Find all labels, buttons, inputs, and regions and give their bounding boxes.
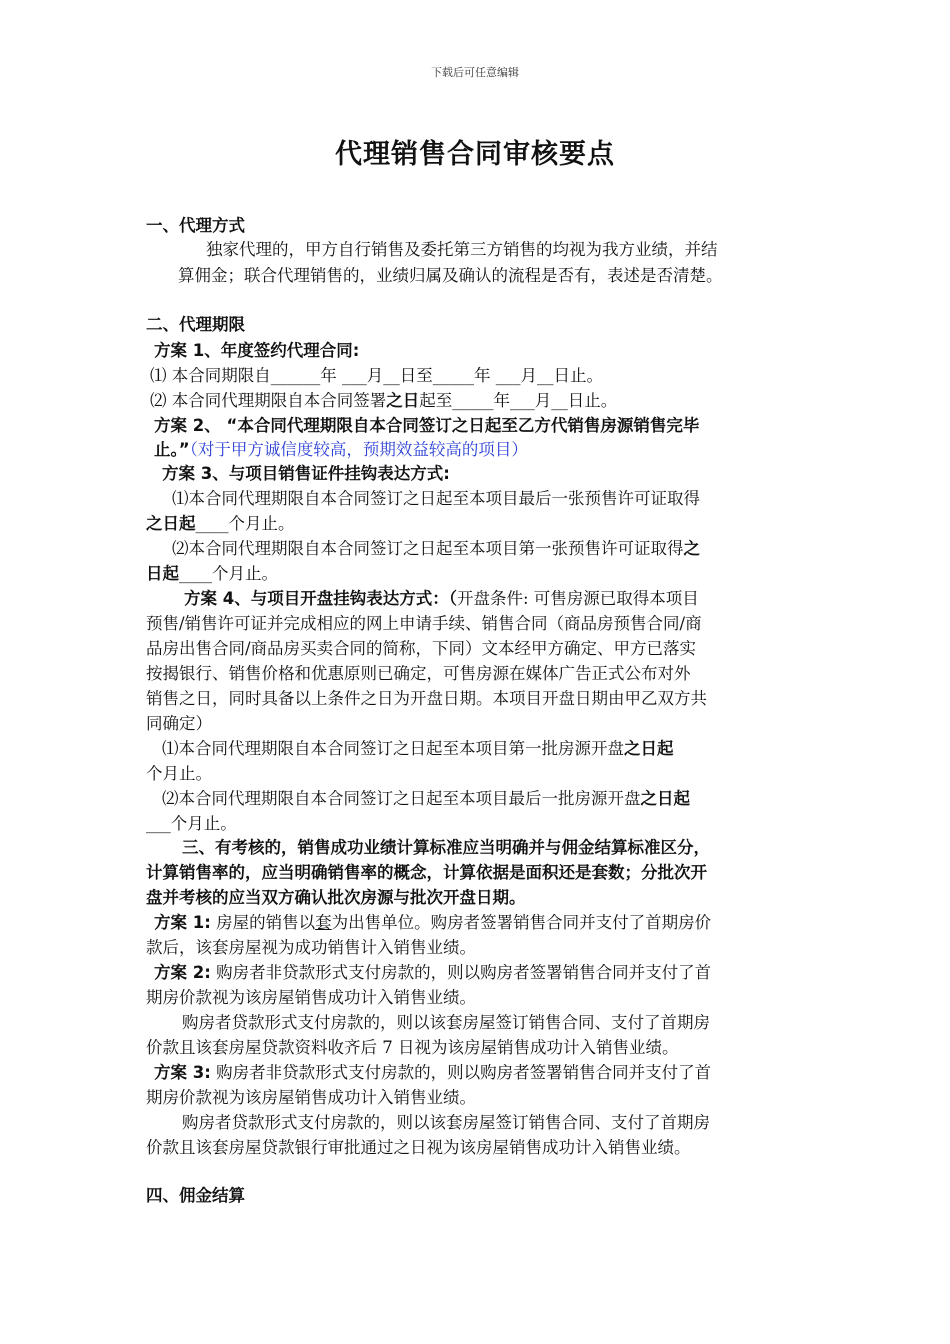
paragraph-line (162, 787, 690, 811)
paragraph-line: ⑴本合同代理期限自本合同签订之日起至本项目最后一张预售许可证取得 (172, 489, 700, 508)
paragraph-line: 个月止。 (146, 764, 212, 783)
paragraph-line (146, 512, 295, 536)
section-heading: 三、有考核的，销售成功业绩计算标准应当明确并与佣金结算标准区分， (182, 838, 710, 857)
paragraph-line-bold: 计算销售率的，应当明确销售率的概念，计算依据是面积还是套数；分批次开 (146, 863, 707, 882)
text-run-bold: 之日起 (146, 514, 196, 533)
document-title: 代理销售合同审核要点 (335, 139, 615, 170)
paragraph-line: 算佣金；联合代理销售的，业绩归属及确认的流程是否有，表述是否清楚。 (178, 266, 723, 285)
paragraph-line: 按揭银行、销售价格和优惠原则已确定，可售房源在媒体广告正式公布对外 (146, 664, 691, 683)
paragraph-line: ___个月止。 (146, 814, 237, 833)
paragraph-line (154, 911, 711, 935)
plan-label: 方案 1: (154, 913, 211, 932)
plan-heading: 方案 2、 “本合同代理期限自本合同签订之日起至乙方代销售房源销售完毕 (154, 416, 700, 435)
text-run-bold: 止。” (154, 440, 190, 459)
text-run-underlined: 套 (315, 913, 332, 932)
paragraph-line: ⑴ 本合同期限自______年 ___月__日至_____年 ___月__日止。 (150, 366, 603, 385)
text-run: ⑵ 本合同代理期限自本合同签署 (150, 391, 387, 410)
paragraph-line-bold: 盘并考核的应当双方确认批次房源与批次开盘日期。 (146, 888, 526, 907)
paragraph-line: 购房者贷款形式支付房款的，则以该套房屋签订销售合同、支付了首期房 (182, 1013, 710, 1032)
plan-heading: 方案 1、年度签约代理合同: (154, 341, 360, 360)
text-run: 购房者非贷款形式支付房款的，则以购房者签署销售合同并支付了首 (210, 963, 712, 982)
text-run-bold: 之日 (386, 391, 420, 410)
paragraph-line (154, 1061, 711, 1085)
text-run-bold: 之日起 (624, 739, 674, 758)
text-run: 起至_____年___月__日止。 (419, 391, 618, 410)
text-run-bold: 方案 4、与项目开盘挂钩表达方式：（ (184, 589, 457, 608)
paragraph-line: 预售/销售许可证并完成相应的网上申请手续、销售合同（商品房预售合同/商 (146, 614, 702, 633)
page-header: 下载后可任意编辑 (431, 66, 519, 79)
paragraph-line: 期房价款视为该房屋销售成功计入销售业绩。 (146, 988, 476, 1007)
text-run: ⑵本合同代理期限自本合同签订之日起至本项目最后一批房源开盘 (162, 789, 641, 808)
paragraph-line: 期房价款视为该房屋销售成功计入销售业绩。 (146, 1088, 476, 1107)
text-run: 购房者非贷款形式支付房款的，则以购房者签署销售合同并支付了首 (210, 1063, 712, 1082)
text-run-bold: 之 (683, 539, 700, 558)
section-heading: 一、代理方式 (146, 216, 245, 235)
paragraph-line: 独家代理的，甲方自行销售及委托第三方销售的均视为我方业绩，并结 (206, 240, 718, 259)
paragraph-line (162, 737, 674, 761)
paragraph-line (150, 389, 617, 413)
text-run: 开盘条件: 可售房源已取得本项目 (456, 589, 699, 608)
note-blue: （对于甲方诚信度较高，预期效益较高的项目） (189, 440, 528, 459)
plan-label: 方案 2: (154, 963, 211, 982)
text-run-bold: 日起 (146, 564, 179, 583)
text-run: ⑵本合同代理期限自本合同签订之日起至本项目第一张预售许可证取得 (172, 539, 684, 558)
plan-heading: 方案 3、与项目销售证件挂钩表达方式: (162, 464, 450, 483)
paragraph-line: 价款且该套房屋贷款资料收齐后 7 日视为该房屋销售成功计入销售业绩。 (146, 1038, 679, 1057)
paragraph-line (154, 438, 528, 462)
paragraph-line: 品房出售合同/商品房买卖合同的简称，下同）文本经甲方确定、甲方已落实 (146, 639, 697, 658)
paragraph-line: 购房者贷款形式支付房款的，则以该套房屋签订销售合同、支付了首期房 (182, 1113, 710, 1132)
paragraph-line: 销售之日，同时具备以上条件之日为开盘日期。本项目开盘日期由甲乙双方共 (146, 689, 707, 708)
text-run: ____个月止。 (179, 564, 278, 583)
section-heading: 四、佣金结算 (146, 1186, 245, 1205)
text-run: ____个月止。 (195, 514, 295, 533)
section-heading: 二、代理期限 (146, 315, 245, 334)
paragraph-line: 款后，该套房屋视为成功销售计入销售业绩。 (146, 938, 476, 957)
paragraph-line (172, 537, 700, 561)
paragraph-line (154, 961, 711, 985)
paragraph-line: 价款且该套房屋贷款银行审批通过之日视为该房屋销售成功计入销售业绩。 (146, 1138, 691, 1157)
paragraph-line: 同确定） (146, 714, 212, 733)
plan-label: 方案 3: (154, 1063, 211, 1082)
text-run: ⑴本合同代理期限自本合同签订之日起至本项目第一批房源开盘 (162, 739, 624, 758)
text-run-bold: 之日起 (640, 789, 690, 808)
paragraph-line (146, 562, 278, 586)
text-run: 为出售单位。购房者签署销售合同并支付了首期房价 (331, 913, 712, 932)
text-run: 房屋的销售以 (210, 913, 316, 932)
paragraph-line (184, 587, 699, 611)
